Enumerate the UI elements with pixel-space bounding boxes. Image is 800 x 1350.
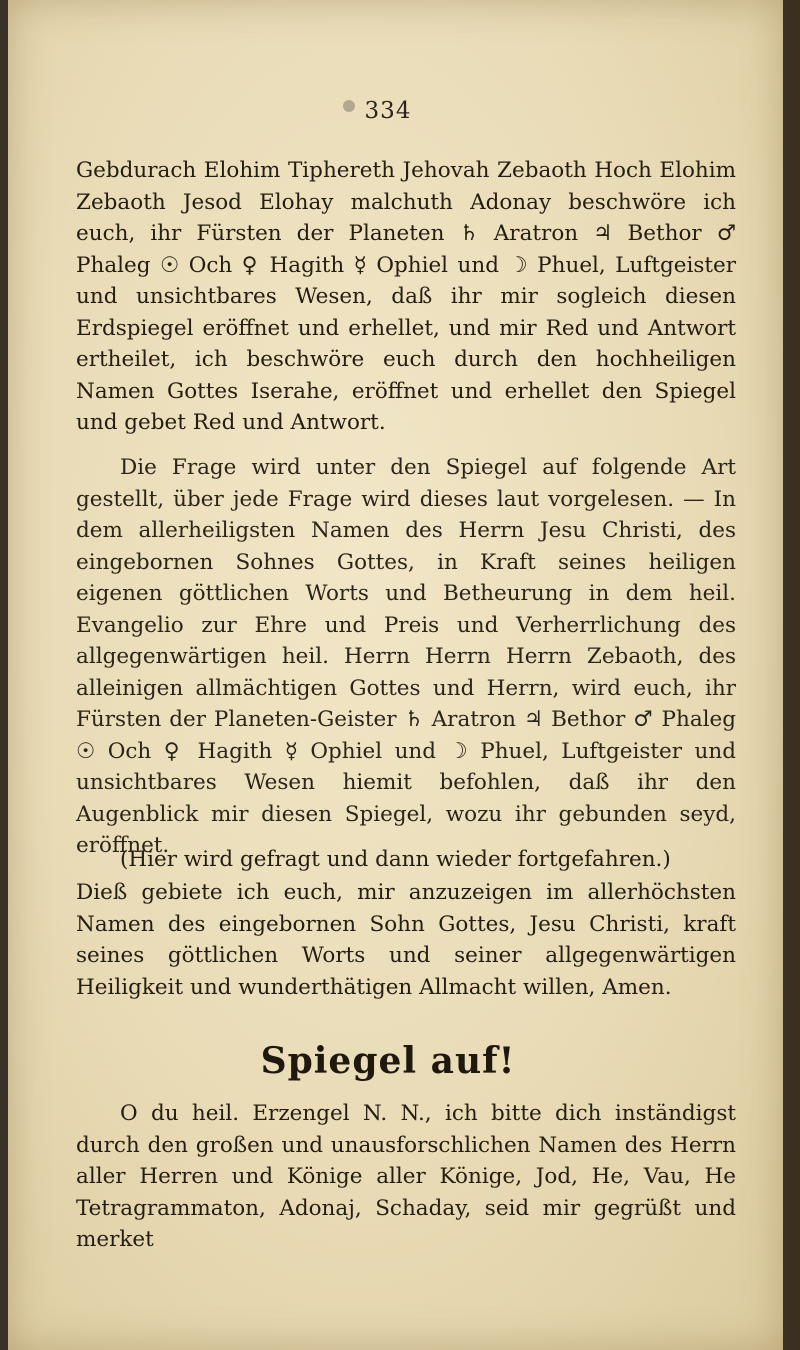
binding-shadow bbox=[782, 0, 800, 1350]
paragraph-1-text: Gebdurach Elohim Tiphereth Jehovah Zebaoth Hoch Elohim Zebaoth Jesod Elohay malchuth Adonay beschwöre ich euch, ihr Fürsten der Planeten ♄ Aratron ♃ Bethor ♂ Phaleg ☉ Och ♀ Hagith ☿ Ophiel und ☽ Phuel, Luftgeister und unsichtbares Wesen, daß ihr mir sogleich diesen Erdspiegel eröffnet und erhellet, und mir Red und Antwort ertheilet, ich beschwöre euch durch den hochheiligen Namen Gottes Iserahe, eröffnet und erhellet den Spiegel und gebet Red und Antwort. bbox=[76, 158, 736, 435]
paragraph-archangel bbox=[76, 1098, 736, 1256]
paragraph-note bbox=[76, 844, 736, 876]
paragraph-4-text: Dieß gebiete ich euch, mir anzuzeigen im allerhöchsten Namen des eingebornen Sohn Gottes, Jesu Christi, kraft seines göttlichen Worts und seiner allgegenwärtigen Heiligkeit und wunderthätigen Allmacht willen, Amen. bbox=[76, 880, 736, 1000]
section-heading: Spiegel auf! bbox=[260, 1040, 516, 1082]
paragraph-2-text: Die Frage wird unter den Spiegel auf folgende Art gestellt, über jede Frage wird dieses laut vorgelesen. — In dem allerheiligsten Namen des Herrn Jesu Christi, des eingebornen Sohnes Gottes, in Kraft seines heiligen eigenen göttlichen Worts und Betheurung in dem heil. Evangelio zur Ehre und Preis und Verherrlichung des allgegenwärtigen heil. Herrn Herrn Herrn Zebaoth, des alleinigen allmächtigen Gottes und Herrn, wird euch, ihr Fürsten der Planeten-Geister ♄ Aratron ♃ Bethor ♂ Phaleg ☉ Och ♀ Hagith ☿ Ophiel und ☽ Phuel, Luftgeister und unsichtbares Wesen hiemit befohlen, daß ihr den Augenblick mir diesen Spiegel, wozu ihr gebunden seyd, eröffnet. bbox=[76, 455, 736, 858]
paragraph-invocation bbox=[76, 155, 736, 439]
paragraph-command bbox=[76, 877, 736, 1003]
paragraph-3-text: (Hier wird gefragt und dann wieder fortgefahren.) bbox=[120, 847, 671, 872]
page-number: 334 bbox=[364, 98, 412, 124]
paragraph-instructions bbox=[76, 452, 736, 862]
book-page bbox=[8, 0, 783, 1350]
paragraph-5-text: O du heil. Erzengel N. N., ich bitte dich inständigst durch den großen und unausforschlichen Namen des Herrn aller Herren und Könige aller Könige, Jod, He, Vau, He Tetragrammaton, Adonaj, Schaday, seid mir gegrüßt und merket bbox=[76, 1101, 736, 1252]
